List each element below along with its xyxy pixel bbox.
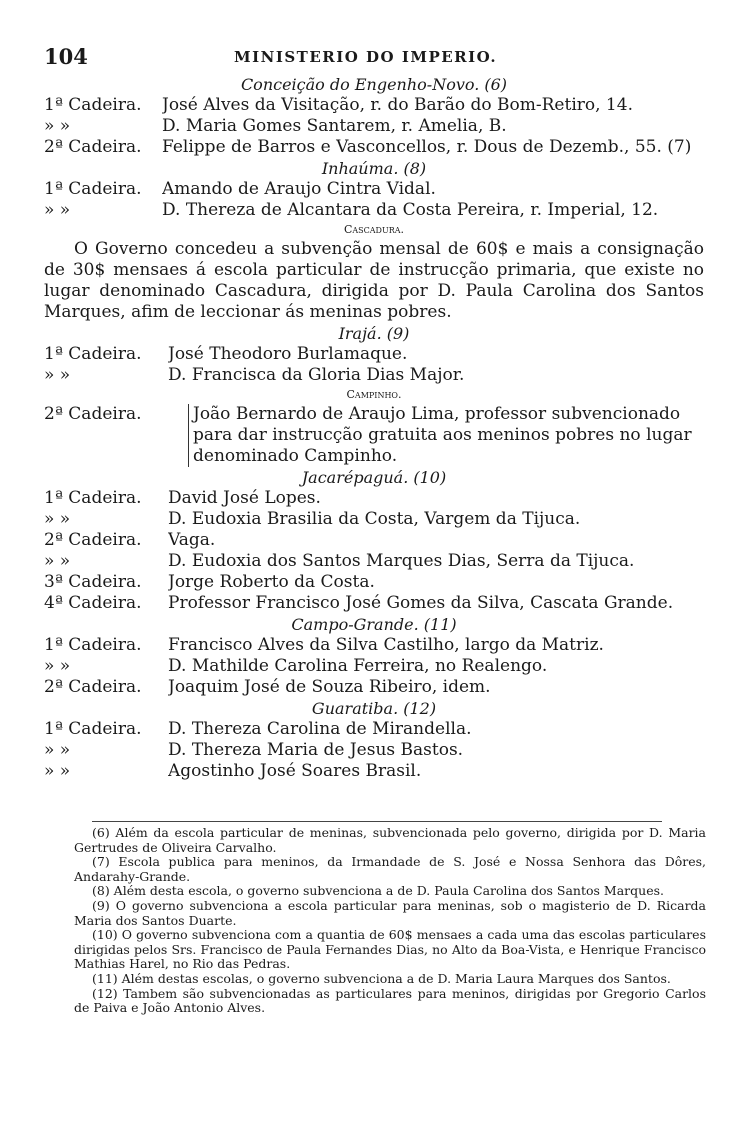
cadeira-label: 1ª Cadeira. [44, 719, 142, 739]
list-item [44, 572, 704, 593]
list-item [44, 677, 704, 698]
cadeira-label: » » [44, 509, 71, 529]
teacher-entry: Amando de Araujo Cintra Vidal. [162, 179, 436, 199]
teacher-entry: Vaga. [168, 530, 216, 550]
list-item [44, 509, 704, 530]
list-item [44, 719, 704, 740]
teacher-entry: David José Lopes. [168, 488, 321, 508]
cadeira-label: 1ª Cadeira. [44, 95, 142, 115]
teacher-entry: João Bernardo de Araujo Lima, professor subvencionado para dar instrucção gratuita aos meninos pobres no lugar denominado Campinho. [188, 404, 704, 467]
footnote: (8) Além desta escola, o governo subvenciona a de D. Paula Carolina dos Santos Marques. [92, 883, 664, 899]
cadeira-label: » » [44, 116, 71, 136]
list-item [44, 635, 704, 656]
footnote: (12) Tambem são subvencionadas as particulares para meninos, dirigidas por Gregorio Carlos de Paiva e João Antonio Alves. [74, 985, 706, 1016]
teacher-entry: D. Mathilde Carolina Ferreira, no Realengo. [168, 656, 548, 676]
cadeira-label: 2ª Cadeira. [44, 137, 142, 157]
page-number: 104 [44, 44, 88, 69]
footnotes [74, 826, 706, 1016]
list-item [44, 404, 704, 467]
footnote: (7) Escola publica para meninos, da Irmandade de S. José e Nossa Senhora das Dôres, Andarahy-Grande. [74, 854, 706, 884]
cadeira-label: 4ª Cadeira. [44, 593, 142, 613]
cadeira-label: 2ª Cadeira. [44, 404, 142, 424]
list-item [44, 179, 704, 200]
teacher-entry: D. Eudoxia Brasilia da Costa, Vargem da Tijuca. [168, 509, 581, 529]
teacher-entry: Felippe de Barros e Vasconcellos, r. Dous de Dezemb., 55. (7) [162, 137, 692, 157]
teacher-entry: Francisco Alves da Silva Castilho, largo da Matriz. [168, 635, 604, 655]
cadeira-label: » » [44, 656, 71, 676]
cadeira-label: » » [44, 551, 71, 571]
list-item [44, 551, 704, 572]
page-body [44, 74, 704, 782]
teacher-entry: D. Thereza Carolina de Mirandella. [168, 719, 472, 739]
list-item [44, 344, 704, 365]
cadeira-label: 3ª Cadeira. [44, 572, 142, 592]
cadeira-label: » » [44, 200, 71, 220]
list-item [44, 593, 704, 614]
teacher-entry: José Theodoro Burlamaque. [168, 344, 408, 364]
section-heading-campo-grande: Campo-Grande. (11) [291, 615, 457, 634]
section-heading-guaratiba: Guaratiba. (12) [311, 699, 437, 718]
teacher-entry: Jorge Roberto da Costa. [168, 572, 375, 592]
section-heading-jacarepagua: Jacarépaguá. (10) [301, 468, 447, 487]
cadeira-label: » » [44, 365, 71, 385]
section-heading-cascadura: Cascadura. [343, 223, 405, 236]
cadeira-label: 2ª Cadeira. [44, 677, 142, 697]
cadeira-label: 1ª Cadeira. [44, 488, 142, 508]
footnote: (9) O governo subvenciona a escola particular para meninas, sob o magisterio de D. Ricarda Maria dos Santos Duarte. [74, 897, 706, 928]
cadeira-label: 1ª Cadeira. [44, 344, 142, 364]
list-item [44, 365, 704, 386]
cadeira-label: 1ª Cadeira. [44, 179, 142, 199]
list-item [44, 656, 704, 677]
list-item [44, 116, 704, 137]
list-item [44, 488, 704, 509]
cadeira-label: » » [44, 761, 71, 781]
footnote: (10) O governo subvenciona com a quantia de 60$ mensaes a cada uma das escolas particulares dirigidas pelos Srs. Francisco de Paula Fernandes Dias, no Alto da Boa-Vista, e Henrique Francisco Mathias Harel, no Rio das Pedras. [74, 927, 706, 972]
teacher-entry: José Alves da Visitação, r. do Barão do Bom-Retiro, 14. [162, 95, 633, 115]
page-header [44, 44, 704, 68]
running-title: MINISTERIO DO IMPERIO. [234, 48, 498, 66]
teacher-entry: D. Eudoxia dos Santos Marques Dias, Serra da Tijuca. [168, 551, 635, 571]
teacher-entry: Professor Francisco José Gomes da Silva, Cascata Grande. [168, 593, 674, 613]
list-item [44, 530, 704, 551]
teacher-entry: D. Thereza de Alcantara da Costa Pereira, r. Imperial, 12. [162, 200, 659, 220]
section-heading-campinho: Campinho. [346, 388, 402, 401]
list-item [44, 137, 704, 158]
teacher-entry: Agostinho José Soares Brasil. [168, 761, 422, 781]
section-heading-iraja: Irajá. (9) [338, 324, 410, 343]
cascadura-paragraph: O Governo concedeu a subvenção mensal de 60$ e mais a consignação de 30$ mensaes á escola particular de instrucção primaria, que existe no lugar denominado Cascadura, dirigida por D. Paula Carolina dos Santos Marques, afim de leccionar ás meninas pobres. [44, 239, 704, 322]
section-heading-inhauma: Inhaúma. (8) [321, 159, 427, 178]
list-item [44, 200, 704, 221]
teacher-entry: Joaquim José de Souza Ribeiro, idem. [168, 677, 491, 697]
section-heading-conceicao: Conceição do Engenho-Novo. (6) [240, 75, 508, 94]
teacher-entry: D. Maria Gomes Santarem, r. Amelia, B. [162, 116, 507, 136]
teacher-entry: D. Francisca da Gloria Dias Major. [168, 365, 465, 385]
teacher-entry: D. Thereza Maria de Jesus Bastos. [168, 740, 464, 760]
cadeira-label: 1ª Cadeira. [44, 635, 142, 655]
list-item [44, 95, 704, 116]
footnote: (6) Além da escola particular de meninas, subvencionada pelo governo, dirigida por D. Maria Gertrudes de Oliveira Carvalho. [74, 825, 706, 855]
footnote: (11) Além destas escolas, o governo subvenciona a de D. Maria Laura Marques dos Santos. [92, 970, 671, 986]
cadeira-label: » » [44, 740, 71, 760]
footnote-divider [92, 821, 662, 822]
list-item [44, 761, 704, 782]
list-item [44, 740, 704, 761]
cadeira-label: 2ª Cadeira. [44, 530, 142, 550]
